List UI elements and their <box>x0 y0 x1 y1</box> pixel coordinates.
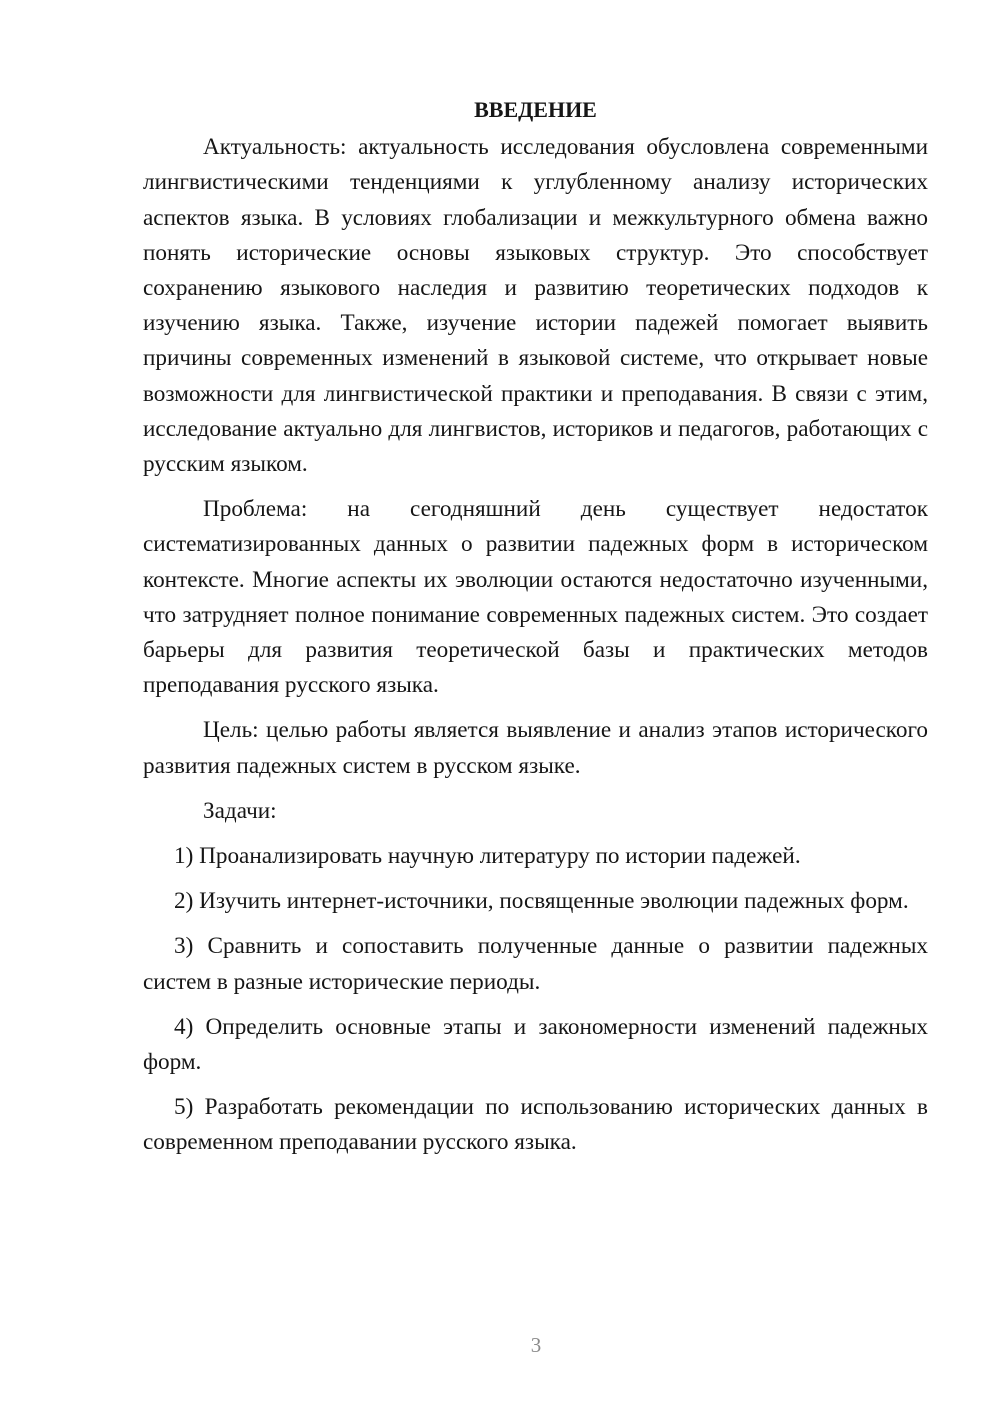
task-item-5: 5) Разработать рекомендации по использованию исторических данных в современном преподавании русского языка. <box>143 1094 928 1156</box>
relevance-paragraph: Актуальность: актуальность исследования обусловлена современными лингвистическими тенденциями к углубленному анализу исторических аспектов языка. В условиях глобализации и межкультурного обмена важно понять исторические основы языковых структур. Это способствует сохранению языкового наследия и развитию теоретических подходов к изучению языка. Также, изучение истории падежей помогает выявить причины современных изменений в языковой системе, что открывает новые возможности для лингвистической практики и преподавания. В связи с этим, исследование актуально для лингвистов, историков и педагогов, работающих с русским языком. <box>143 134 928 478</box>
task-item-2: 2) Изучить интернет-источники, посвященные эволюции падежных форм. <box>174 888 909 915</box>
page-content <box>143 92 928 1161</box>
task-item-3: 3) Сравнить и сопоставить полученные данные о развитии падежных систем в разные исторические периоды. <box>143 933 928 995</box>
task-item-1: 1) Проанализировать научную литературу по истории падежей. <box>174 843 801 870</box>
page-title: ВВЕДЕНИЕ <box>474 97 597 122</box>
page-number: 3 <box>530 1333 542 1357</box>
tasks-heading: Задачи: <box>203 797 277 824</box>
problem-paragraph: Проблема: на сегодняшний день существует недостаток систематизированных данных о развитии падежных форм в историческом контексте. Многие аспекты их эволюции остаются недостаточно изученными, что затрудняет полное понимание современных падежных систем. Это создает барьеры для развития теоретической базы и практических методов преподавания русского языка. <box>143 496 928 699</box>
goal-paragraph: Цель: целью работы является выявление и анализ этапов исторического развития падежных систем в русском языке. <box>143 717 928 779</box>
task-item-4: 4) Определить основные этапы и закономерности изменений падежных форм. <box>143 1013 928 1076</box>
